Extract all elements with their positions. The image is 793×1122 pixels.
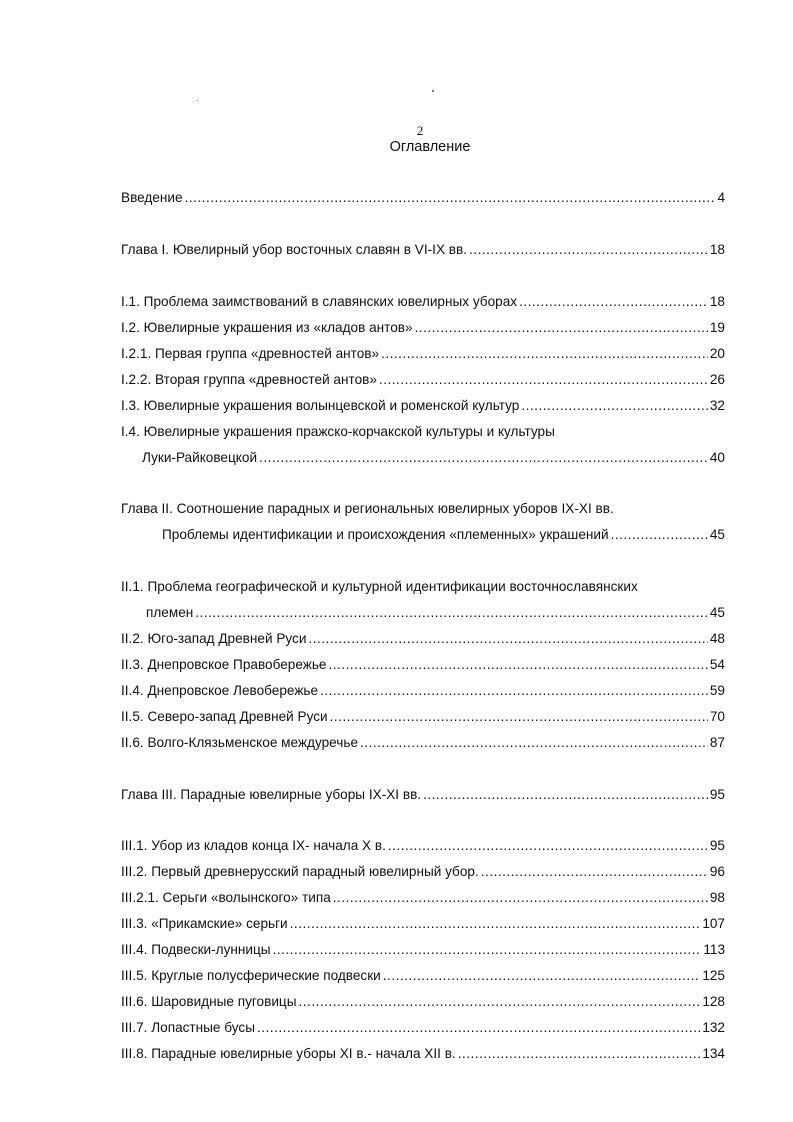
toc-leader-dots (259, 450, 708, 465)
toc-entry (142, 450, 725, 468)
toc-entry (121, 864, 725, 882)
toc-leader-dots (469, 242, 708, 257)
scan-speck (197, 100, 198, 101)
toc-entry-label: I.2.2. Вторая группа «древностей антов» (121, 372, 377, 387)
toc-entry-label: III.8. Парадные ювелирные уборы XI в.- начала XII в. (121, 1046, 456, 1061)
toc-entry (121, 657, 725, 675)
toc-entry (121, 1046, 725, 1064)
toc-leader-dots (273, 942, 702, 957)
toc-entry-page: 48 (709, 631, 725, 646)
toc-entry-page: 20 (709, 346, 725, 361)
toc-leader-dots (308, 631, 707, 646)
toc-entry-page: 40 (709, 450, 725, 465)
toc-leader-dots (328, 657, 707, 672)
toc-leader-dots (381, 346, 708, 361)
toc-entry (121, 1020, 725, 1038)
toc-leader-dots (257, 1020, 700, 1035)
toc-leader-dots (415, 320, 708, 335)
toc-leader-dots (481, 864, 708, 879)
toc-entry-label: II.2. Юго-запад Древней Руси (121, 631, 307, 646)
toc-entry-label: II.3. Днепровское Правобережье (121, 657, 327, 672)
toc-entry-page: 18 (709, 242, 725, 257)
toc-entry (121, 320, 725, 338)
toc-entry-page: 45 (709, 605, 725, 620)
toc-entry (121, 683, 725, 701)
toc-entry (121, 709, 725, 727)
toc-entry-label: I.2. Ювелирные украшения из «кладов антов» (121, 320, 413, 335)
toc-entry-page: 98 (709, 890, 725, 905)
toc-entry (146, 605, 725, 623)
scan-speck (432, 90, 434, 92)
toc-leader-dots (611, 527, 708, 542)
toc-entry-label: III.1. Убор из кладов конца IX- начала X в. (121, 838, 386, 853)
toc-leader-dots (379, 372, 708, 387)
toc-leader-dots (388, 838, 708, 853)
toc-heading-line: II.1. Проблема географической и культурной идентификации восточнославянских (121, 579, 638, 594)
toc-entry-page: 4 (717, 190, 725, 205)
toc-entry-label: III.2. Первый древнерусский парадный ювелирный убор. (121, 864, 479, 879)
toc-entry (121, 787, 725, 805)
toc-entry-page: 70 (709, 709, 725, 724)
toc-entry-page: 45 (709, 527, 725, 542)
toc-entry (121, 890, 725, 908)
toc-entry (121, 838, 725, 856)
toc-entry (121, 190, 725, 208)
toc-entry (121, 294, 725, 312)
toc-entry-page: 87 (709, 735, 725, 750)
toc-entry-page: 125 (702, 968, 725, 983)
toc-entry-page: 132 (702, 1020, 725, 1035)
toc-entry (121, 346, 725, 364)
toc-entry-page: 19 (709, 320, 725, 335)
toc-entry-label: Глава III. Парадные ювелирные уборы IX-XI вв. (121, 787, 422, 802)
page-title: Оглавление (389, 139, 471, 155)
toc-leader-dots (458, 1046, 701, 1061)
toc-entry-label: II.6. Волго-Клязьменское междуречье (121, 735, 359, 750)
toc-entry-label: III.5. Круглые полусферические подвески (121, 968, 381, 983)
toc-leader-dots (360, 735, 708, 750)
toc-entry-label: II.4. Днепровское Левобережье (121, 683, 319, 698)
toc-entry (121, 735, 725, 753)
toc-entry-label: I.2.1. Первая группа «древностей антов» (121, 346, 380, 361)
toc-entry-page: 95 (709, 838, 725, 853)
toc-entry (121, 631, 725, 649)
toc-entry-label: III.4. Подвески-лунницы (121, 942, 271, 957)
toc-entry-page: 107 (702, 916, 725, 931)
toc-entry-page: 32 (709, 398, 725, 413)
toc-entry-label: III.6. Шаровидные пуговицы (121, 994, 297, 1009)
toc-entry-label: Введение (121, 190, 183, 205)
page-number: 2 (416, 123, 424, 138)
toc-entry-label: I.3. Ювелирные украшения волынцевской и роменской культур (121, 398, 520, 413)
toc-entry (121, 916, 725, 934)
toc-leader-dots (185, 190, 716, 205)
toc-entry-label: III.3. «Прикамские» серьги (121, 916, 288, 931)
toc-entry-page: 113 (703, 942, 725, 957)
toc-entry-page: 26 (709, 372, 725, 387)
toc-entry (162, 527, 725, 545)
toc-leader-dots (330, 709, 708, 724)
toc-entry-label: племен (146, 605, 194, 620)
toc-entry (121, 398, 725, 416)
toc-leader-dots (320, 683, 708, 698)
toc-entry (121, 372, 725, 390)
toc-entry-page: 59 (709, 683, 725, 698)
toc-leader-dots (298, 994, 700, 1009)
toc-entry-label: Проблемы идентификации и происхождения «племенных» украшений (162, 527, 609, 542)
toc-entry-label: II.5. Северо-запад Древней Руси (121, 709, 328, 724)
toc-entry-page: 96 (709, 864, 725, 879)
toc-entry (121, 242, 725, 260)
toc-entry-page: 95 (709, 787, 725, 802)
toc-entry-page: 128 (702, 994, 725, 1009)
toc-leader-dots (195, 605, 708, 620)
toc-entry-label: Глава I. Ювелирный убор восточных славян в VI-IX вв. (121, 242, 468, 257)
toc-entry (121, 994, 725, 1012)
toc-entry (121, 968, 725, 986)
toc-entry-label: III.7. Лопастные бусы (121, 1020, 255, 1035)
toc-leader-dots (383, 968, 701, 983)
toc-leader-dots (521, 398, 708, 413)
toc-entry-page: 18 (709, 294, 725, 309)
toc-heading-line: Глава II. Соотношение парадных и региональных ювелирных уборов IX-XI вв. (121, 501, 614, 516)
toc-entry-label: I.1. Проблема заимствований в славянских ювелирных уборах (121, 294, 518, 309)
toc-entry-label: Луки-Райковецкой (142, 450, 258, 465)
toc-heading-line: I.4. Ювелирные украшения пражско-корчакской культуры и культуры (121, 424, 555, 439)
toc-leader-dots (333, 890, 708, 905)
toc-entry (121, 942, 725, 960)
toc-entry-page: 54 (709, 657, 725, 672)
toc-entry-label: III.2.1. Серьги «волынского» типа (121, 890, 331, 905)
toc-leader-dots (290, 916, 701, 931)
toc-entry-page: 134 (702, 1046, 725, 1061)
toc-leader-dots (519, 294, 708, 309)
toc-leader-dots (423, 787, 708, 802)
